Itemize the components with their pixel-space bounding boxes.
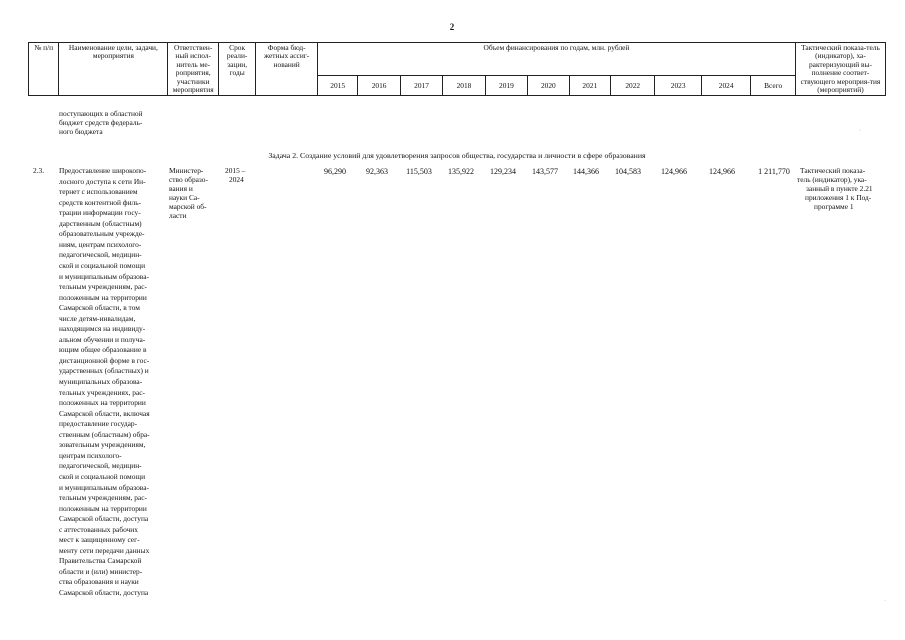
- indicator-line: занный в пункте 2.21: [806, 184, 873, 193]
- value-total: 1 211,770: [758, 167, 790, 176]
- header-year-total: Всего: [751, 76, 796, 96]
- carryover-line: поступающих в областной: [59, 109, 143, 118]
- name-line: числе детям-инвалидам,: [59, 313, 136, 323]
- value-2019: 129,234: [490, 167, 516, 176]
- name-line: дарственным (областным): [59, 218, 142, 228]
- task-title: Задача 2. Создание условий для удовлетворения запросов общества, государства и личности в сфере образования: [268, 151, 646, 160]
- value-2020: 143,577: [532, 167, 558, 176]
- indicator-line: приложения 1 к Под-: [805, 193, 872, 202]
- indicator-line: Тактический показа-: [800, 166, 866, 175]
- name-line: Правительства Самарской: [59, 556, 142, 566]
- name-line: положенных на территории: [59, 398, 146, 408]
- name-line: средств контентной филь-: [59, 197, 142, 207]
- header-budget-form: Форма бюд-жетных ассиг-нований: [256, 43, 318, 96]
- name-line: и муниципальным образова-: [59, 271, 149, 281]
- name-line: Самарской области, в том: [59, 303, 140, 313]
- name-line: тельным учреждениям, рас-: [59, 493, 147, 503]
- name-line: Самарской области, доступа: [59, 514, 149, 524]
- value-2016: 92,363: [366, 167, 388, 176]
- table-header: [28, 42, 886, 96]
- term-line: 2024: [229, 175, 244, 184]
- name-line: ства образования и науки: [59, 577, 139, 587]
- name-line: лосного доступа к сети Ин-: [59, 176, 146, 186]
- name-line: с аттестованных рабочих: [59, 524, 138, 534]
- term-line: 2015 –: [225, 166, 246, 175]
- name-line: муниципальных образова-: [59, 377, 143, 386]
- name-line: Самарской области, доступа: [59, 588, 149, 597]
- name-line: и муниципальным образова-: [59, 482, 149, 492]
- resp-line: марской об-: [169, 202, 207, 211]
- name-line: ственным (областным) обра-: [59, 429, 150, 439]
- header-year: 2019: [485, 76, 527, 96]
- name-line: ской и социальной помощи: [59, 471, 146, 481]
- header-year: 2020: [528, 76, 569, 96]
- resp-line: ство образо-: [169, 175, 208, 184]
- name-line: положенным на территории: [59, 503, 147, 513]
- name-line: трации информации госу-: [59, 208, 141, 218]
- name-line: центрам психолого-: [59, 450, 122, 460]
- header-year: 2015: [317, 76, 357, 96]
- name-line: Предоставление широкопо-: [59, 166, 147, 175]
- header-volume: Объем финансирования по годам, млн. рублей: [317, 43, 795, 76]
- header-year: 2021: [569, 76, 610, 96]
- indicator-line: программе 1: [814, 202, 854, 211]
- row-number: 2.3.: [33, 166, 45, 175]
- header-term: Срок реали-зации, годы: [218, 43, 255, 96]
- header-name: Наименование цели, задачи, мероприятия: [59, 43, 168, 96]
- name-line: тернет с использованием: [59, 187, 138, 197]
- value-2024: 124,966: [709, 167, 735, 176]
- value-2015: 96,290: [324, 167, 346, 176]
- value-2022: 104,583: [615, 167, 641, 176]
- carryover-line: ного бюджета: [59, 127, 103, 136]
- indicator-line: тель (индикатор), ука-: [797, 175, 867, 184]
- value-2018: 135,922: [448, 167, 474, 176]
- name-line: менту сети передачи данных: [59, 545, 150, 555]
- name-line: педагогической, медицин-: [59, 461, 142, 471]
- name-line: тельных учреждениях, рас-: [59, 387, 145, 397]
- header-year: 2016: [358, 76, 400, 96]
- name-line: альном обучении и получа-: [59, 334, 146, 344]
- header-year: 2024: [701, 76, 751, 96]
- header-responsible: Ответствен-ный испол-нитель ме-роприятия, участники мероприятия: [168, 43, 219, 96]
- name-line: мест к защищенному сег-: [59, 535, 140, 545]
- value-2023: 124,966: [661, 167, 687, 176]
- resp-line: Министер-: [169, 166, 204, 175]
- carryover-line: бюджет средств федераль-: [59, 118, 143, 127]
- name-line: тельным учреждениям, рас-: [59, 282, 147, 292]
- header-year: 2018: [443, 76, 485, 96]
- value-2021: 144,366: [573, 167, 599, 176]
- name-line: ской и социальной помощи: [59, 260, 146, 270]
- name-line: Самарской области, включая: [59, 408, 150, 418]
- name-line: находящимся на индивиду-: [59, 324, 146, 334]
- name-line: зовательным учреждениям,: [59, 440, 146, 450]
- name-line: педагогической, медицин-: [59, 250, 142, 260]
- header-year: 2017: [400, 76, 442, 96]
- header-indicator: Тактический показа-тель (индикатор), ха-рактеризующий вы-полнение соответ-ствующего мероприя-тия (мероприятий): [795, 43, 885, 96]
- resp-line: вания и: [169, 184, 193, 193]
- name-line: области и (или) министер-: [59, 566, 143, 576]
- name-line: предоставление государ-: [59, 419, 138, 429]
- name-line: ющим общее образование в: [59, 345, 147, 355]
- scan-speck: ·: [884, 598, 886, 604]
- name-line: ниям, центрам психолого-: [59, 239, 142, 249]
- name-line: ударственных (областных) и: [59, 366, 149, 376]
- resp-line: ласти: [169, 211, 187, 220]
- header-year: 2023: [655, 76, 701, 96]
- page-number: 2: [449, 22, 455, 32]
- value-2017: 115,503: [406, 167, 432, 176]
- name-line: положенным на территории: [59, 292, 147, 302]
- name-line: дистанционной форме в гос-: [59, 355, 150, 365]
- scan-speck: ·: [859, 128, 861, 134]
- name-line: образовательным учрежде-: [59, 229, 145, 239]
- resp-line: науки Са-: [169, 193, 200, 202]
- header-no: № п/п: [29, 43, 59, 96]
- header-year: 2022: [610, 76, 654, 96]
